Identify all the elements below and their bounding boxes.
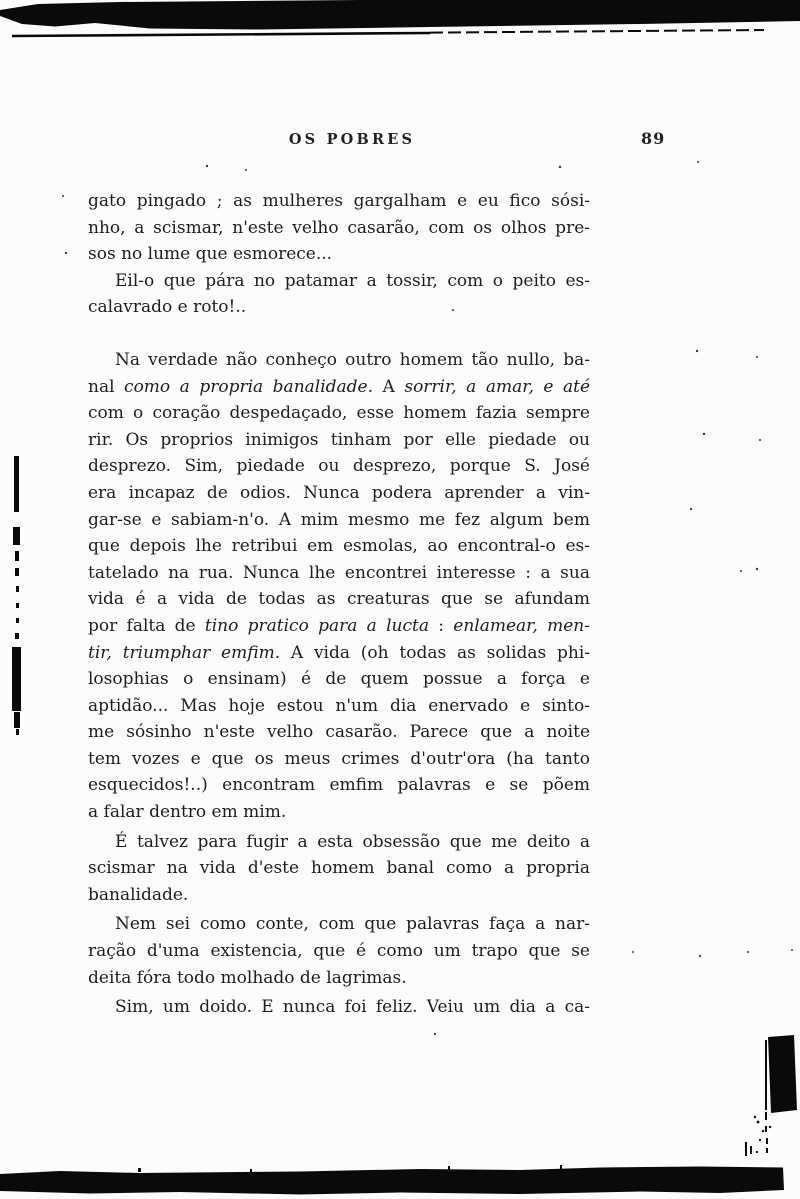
text-line xyxy=(88,693,590,720)
text-line xyxy=(88,533,590,560)
paragraph xyxy=(88,994,590,1021)
text-segment: losophias o ensinam) é de quem possue a força e xyxy=(88,669,590,690)
text-segment: esquecidos!..) encontram emfim palavras e se põem xyxy=(88,775,590,796)
text-segment: vida é a vida de todas as creaturas que se afundam xyxy=(88,589,590,610)
text-line xyxy=(88,613,590,640)
text-segment: nal xyxy=(88,376,125,397)
text-segment: com o coração despedaçado, esse homem fazia sempre xyxy=(88,403,590,424)
paragraph xyxy=(88,911,590,991)
text-segment: A xyxy=(373,376,405,397)
paragraph xyxy=(88,347,590,826)
text-line xyxy=(88,374,590,401)
text-line xyxy=(88,427,590,454)
scan-artifact-top-band xyxy=(0,0,800,36)
text-segment: calavrado e roto!.. xyxy=(88,297,247,318)
paragraph xyxy=(88,268,590,321)
text-segment: scismar na vida d'este homem banal como a propria xyxy=(88,858,590,879)
text-line xyxy=(88,241,590,268)
text-line xyxy=(88,215,590,242)
text-segment: rir. Os proprios inimigos tinham por elle piedade ou xyxy=(88,429,590,450)
text-line xyxy=(88,719,590,746)
italic-text-segment: tir, triumphar emfim. xyxy=(88,642,281,663)
text-segment: tatelado na rua. Nunca lhe encontrei interesse : a sua xyxy=(88,562,590,583)
text-line xyxy=(88,560,590,587)
text-segment: A vida (oh todas as solidas phi- xyxy=(280,642,591,663)
text-line xyxy=(88,640,590,667)
text-line xyxy=(88,294,590,321)
text-segment: banalidade. xyxy=(88,884,189,905)
page-text xyxy=(88,188,590,1021)
italic-text-segment: sorrir, a amar, e até xyxy=(404,376,591,397)
text-segment: era incapaz de odios. Nunca podera aprender a vin- xyxy=(88,482,590,503)
text-line xyxy=(88,666,590,693)
text-line xyxy=(88,453,590,480)
text-line xyxy=(88,400,590,427)
text-segment: aptidão... Mas hoje estou n'um dia enervado e sinto- xyxy=(88,695,590,716)
text-line xyxy=(88,188,590,215)
text-line xyxy=(88,855,590,882)
running-header-title: OS POBRES xyxy=(288,131,416,148)
text-segment: Sim, um doido. E nunca foi feliz. Veiu um dia a ca- xyxy=(115,997,590,1018)
paragraph xyxy=(88,188,590,268)
text-segment: nho, a scismar, n'este velho casarão, com os olhos pre- xyxy=(88,217,590,238)
text-line xyxy=(88,938,590,965)
scan-artifact-right-ink-blob xyxy=(745,1035,797,1156)
text-segment: tem vozes e que os meus crimes d'outr'ora (ha tanto xyxy=(88,748,590,769)
text-segment: É talvez para fugir a esta obsessão que me deito a xyxy=(115,831,590,852)
scan-artifact-left-binding-mark xyxy=(12,456,21,735)
text-segment: Na verdade não conheço outro homem tão nullo, ba- xyxy=(115,349,590,370)
paragraph xyxy=(88,829,590,909)
italic-text-segment: enlamear, men- xyxy=(453,615,590,636)
text-segment: deita fóra todo molhado de lagrimas. xyxy=(88,967,407,988)
text-segment: : xyxy=(428,615,454,636)
text-segment: a falar dentro em mim. xyxy=(88,802,287,823)
text-line xyxy=(88,507,590,534)
text-line xyxy=(88,746,590,773)
text-segment: ração d'uma existencia, que é como um trapo que se xyxy=(88,941,590,962)
text-segment: que depois lhe retribui em esmolas, ao encontral-o es- xyxy=(88,536,590,557)
text-line xyxy=(88,965,590,992)
italic-text-segment: como a propria banalidade. xyxy=(124,376,374,397)
text-line xyxy=(88,268,590,295)
text-segment: Eil-o que pára no patamar a tossir, com o peito es- xyxy=(115,270,590,291)
text-line xyxy=(88,911,590,938)
text-segment: Nem sei como conte, com que palavras faça a nar- xyxy=(115,914,590,935)
text-line xyxy=(88,347,590,374)
text-segment: por falta de xyxy=(88,615,205,636)
page-number: 89 xyxy=(641,129,666,148)
text-segment: gar-se e sabiam-n'o. A mim mesmo me fez algum bem xyxy=(88,509,590,530)
text-segment: sos no lume que esmorece... xyxy=(88,244,333,265)
text-segment: gato pingado ; as mulheres gargalham e eu fico sósi- xyxy=(88,191,590,211)
text-line xyxy=(88,829,590,856)
text-line xyxy=(88,799,590,826)
text-line xyxy=(88,586,590,613)
text-line xyxy=(88,994,590,1021)
text-segment: me sósinho n'este velho casarão. Parece que a noite xyxy=(88,722,590,743)
text-segment: desprezo. Sim, piedade ou desprezo, porque S. José xyxy=(88,456,590,477)
text-line xyxy=(88,480,590,507)
italic-text-segment: tino pratico para a lucta xyxy=(204,615,429,636)
scan-artifact-bottom-band xyxy=(0,1165,784,1195)
text-line xyxy=(88,772,590,799)
text-line xyxy=(88,882,590,909)
